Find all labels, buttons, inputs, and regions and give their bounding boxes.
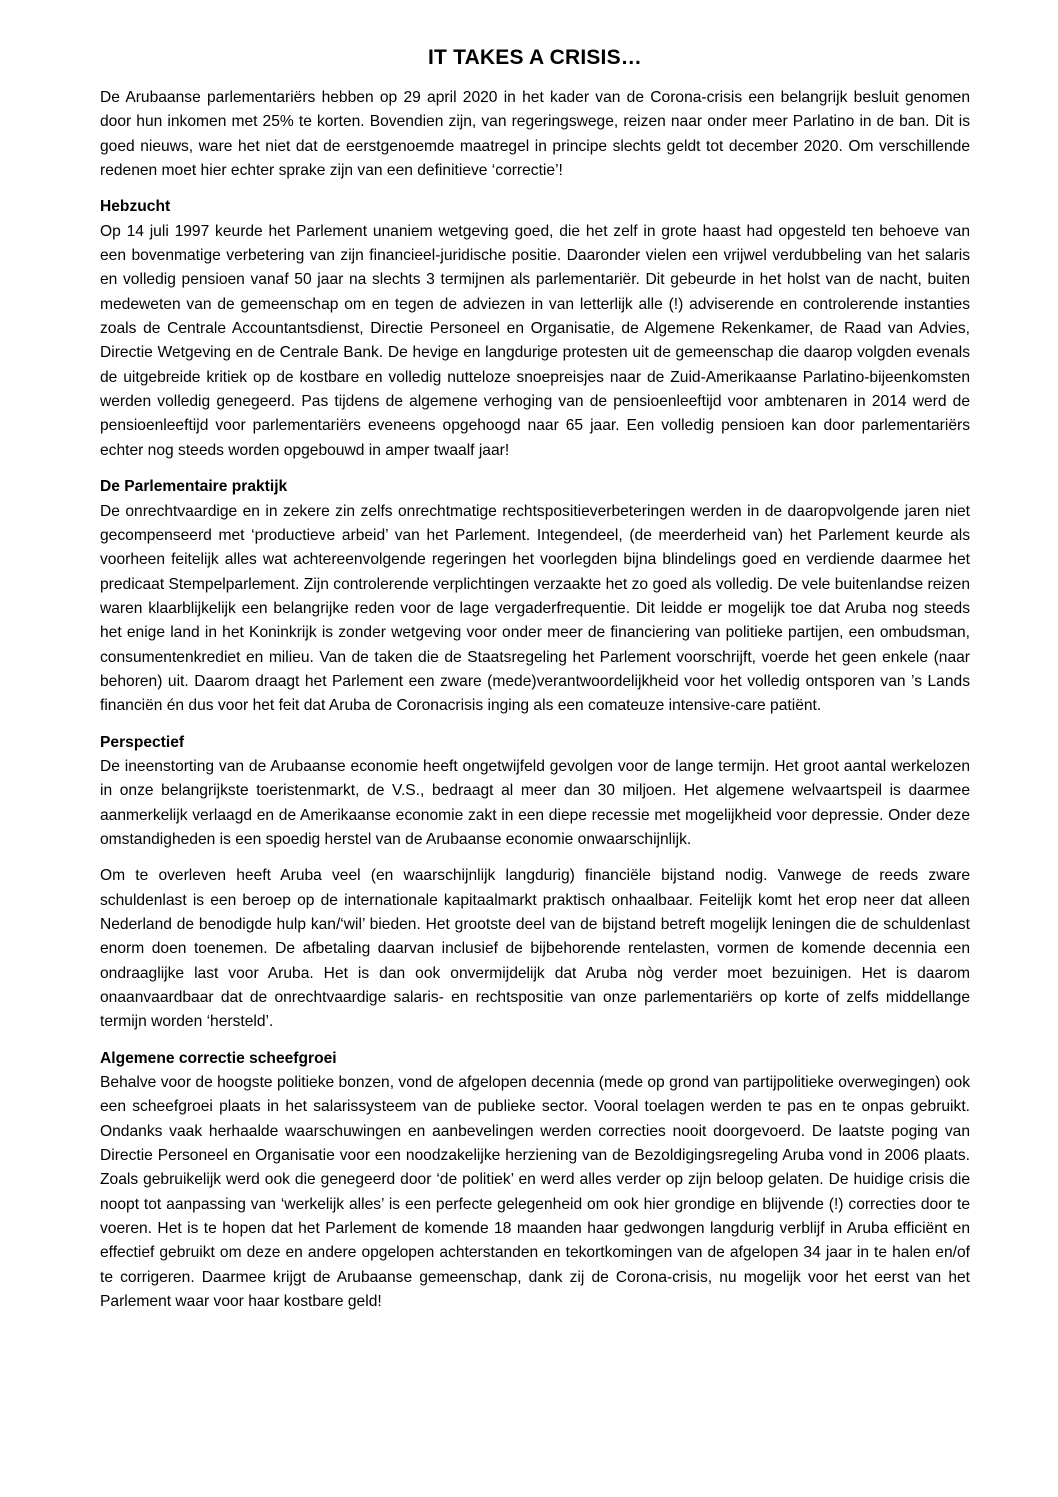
- section-heading: Algemene correctie scheefgroei: [100, 1049, 337, 1067]
- document-title: IT TAKES A CRISIS…: [428, 46, 642, 69]
- intro-paragraph: De Arubaanse parlementariërs hebben op 29 april 2020 in het kader van de Corona-crisis een belangrijk besluit genomen door hun inkomen met 25% te korten. Bovendien zijn, van regeringswege, reizen naar onder meer Parlatino in de ban. Dit is goed nieuws, ware het niet dat de eerstgenoemde maatregel in principe slechts geldt tot december 2020. Om verschillende redenen moet hier echter sprake zijn van een definitieve ‘correctie’!: [100, 89, 970, 180]
- section-hebzucht: [100, 195, 970, 463]
- section-perspectief: [100, 731, 970, 1035]
- section-paragraph: Behalve voor de hoogste politieke bonzen, vond de afgelopen decennia (mede op grond van partijpolitieke overwegingen) ook een scheefgroei plaats in het salarissysteem van de publieke sector. Vooral toelagen werden te pas en te onpas gebruikt. Ondanks vaak herhaalde waarschuwingen en aanbevelingen werden correcties nooit doorgevoerd. De laatste poging van Directie Personeel en Organisatie voor een noodzakelijke herziening van de Bezoldigingsregeling Aruba vond in 2006 plaats. Zoals gebruikelijk werd ook die genegeerd door ‘de politiek’ en werd alles verder op zijn beloop gelaten. De huidige crisis die noopt tot aanpassing van ‘werkelijk alles’ is een perfecte gelegenheid om ook hier grondige en blijvende (!) correcties door te voeren. Het is te hopen dat het Parlement de komende 18 maanden haar gedwongen langdurig verblijf in Aruba efficiënt en effectief gebruikt om deze en andere opgelopen achterstanden en tekortkomingen van de afgelopen 34 jaar in te halen en/of te corrigeren. Daarmee krijgt de Arubaanse gemeenschap, dank zij de Corona-crisis, nu mogelijk voor het eerst van het Parlement waar voor haar kostbare geld!: [100, 1074, 970, 1311]
- section-paragraph: De ineenstorting van de Arubaanse economie heeft ongetwijfeld gevolgen voor de lange termijn. Het groot aantal werkelozen in onze belangrijkste toeristenmarkt, de V.S., bedraagt al meer dan 30 miljoen. Het algemene welvaartspeil is daarmee aanmerkelijk verlaagd en de Amerikaanse economie zakt in een diepe recessie met mogelijkheid voor depressie. Onder deze omstandigheden is een spoedig herstel van de Arubaanse economie onwaarschijnlijk.: [100, 757, 970, 848]
- section-paragraph: Op 14 juli 1997 keurde het Parlement unaniem wetgeving goed, die het zelf in grote haast had opgesteld ten behoeve van een bovenmatige verbetering van zijn financieel-juridische positie. Daaronder vielen een vrijwel verdubbeling van het salaris en volledig pensioen vanaf 50 jaar na slechts 3 termijnen als parlementariër. Dit gebeurde in het holst van de nacht, buiten medeweten van de gemeenschap om en tegen de adviezen in van letterlijk alle (!) adviserende en controlerende instanties zoals de Centrale Accountantsdienst, Directie Personeel en Organisatie, de Algemene Rekenkamer, de Raad van Advies, Directie Wetgeving en de Centrale Bank. De hevige en langdurige protesten uit de gemeenschap die daarop volgden evenals de uitgebreide kritiek op de kostbare en volledig nutteloze snoepreisjes naar de Zuid-Amerikaanse Parlatino-bijeenkomsten werden volledig genegeerd. Pas tijdens de algemene verhoging van de pensioenleeftijd voor ambtenaren in 2014 werd de pensioenleeftijd voor parlementariërs eveneens opgehoogd naar 65 jaar. Een volledig pensioen kan door parlementariërs echter nog steeds worden opgebouwd in amper twaalf jaar!: [100, 222, 970, 459]
- section-paragraph: De onrechtvaardige en in zekere zin zelfs onrechtmatige rechtspositieverbeteringen werden in de daaropvolgende jaren niet gecompenseerd met ‘productieve arbeid’ van het Parlement. Integendeel, (de meerderheid van) het Parlement keurde als voorheen feitelijk alles wat achtereenvolgende regeringen het voorlegden bijna blindelings goed en verdiende daarmee het predicaat Stempelparlement. Zijn controlerende verplichtingen verzaakte het zo goed als volledig. De vele buitenlandse reizen waren klaarblijkelijk een belangrijke reden voor de lage vergaderfrequentie. Dit leidde er mogelijk toe dat Aruba nog steeds het enige land in het Koninkrijk is zonder wetgeving voor onder meer de financiering van politieke partijen, een ombudsman, consumentenkrediet en milieu. Van de taken die de Staatsregeling het Parlement voorschrijft, voerde het geen enkele (naar behoren) uit. Daarom draagt het Parlement een zware (mede)verantwoordelijkheid voor het volledig ontsporen van ’s Lands financiën én dus voor het feit dat Aruba de Coronacrisis inging als een comateuze intensive-care patiënt.: [100, 502, 970, 715]
- document-page: [100, 44, 970, 1315]
- section-paragraph: Om te overleven heeft Aruba veel (en waarschijnlijk langdurig) financiële bijstand nodig. Vanwege de reeds zware schuldenlast is een beroep op de internationale kapitaalmarkt praktisch onhaalbaar. Feitelijk komt het erop neer dat alleen Nederland de benodigde hulp kan/‘wil’ bieden. Het grootste deel van de bijstand betreft mogelijk leningen die de schuldenlast enorm doen toenemen. De afbetaling daarvan inclusief de bijbehorende rentelasten, vormen de komende decennia een ondraaglijke last voor Aruba. Het is dan ook onvermijdelijk dat Aruba nòg verder moet bezuinigen. Het is daarom onaanvaardbaar dat de onrechtvaardige salaris- en rechtspositie van onze parlementariërs op korte of zelfs middellange termijn worden ‘hersteld’.: [100, 867, 970, 1031]
- section-heading: Perspectief: [100, 733, 185, 751]
- section-heading: De Parlementaire praktijk: [100, 478, 288, 496]
- section-correctie-scheefgroei: [100, 1047, 970, 1315]
- section-parlementaire-praktijk: [100, 475, 970, 718]
- section-heading: Hebzucht: [100, 198, 171, 216]
